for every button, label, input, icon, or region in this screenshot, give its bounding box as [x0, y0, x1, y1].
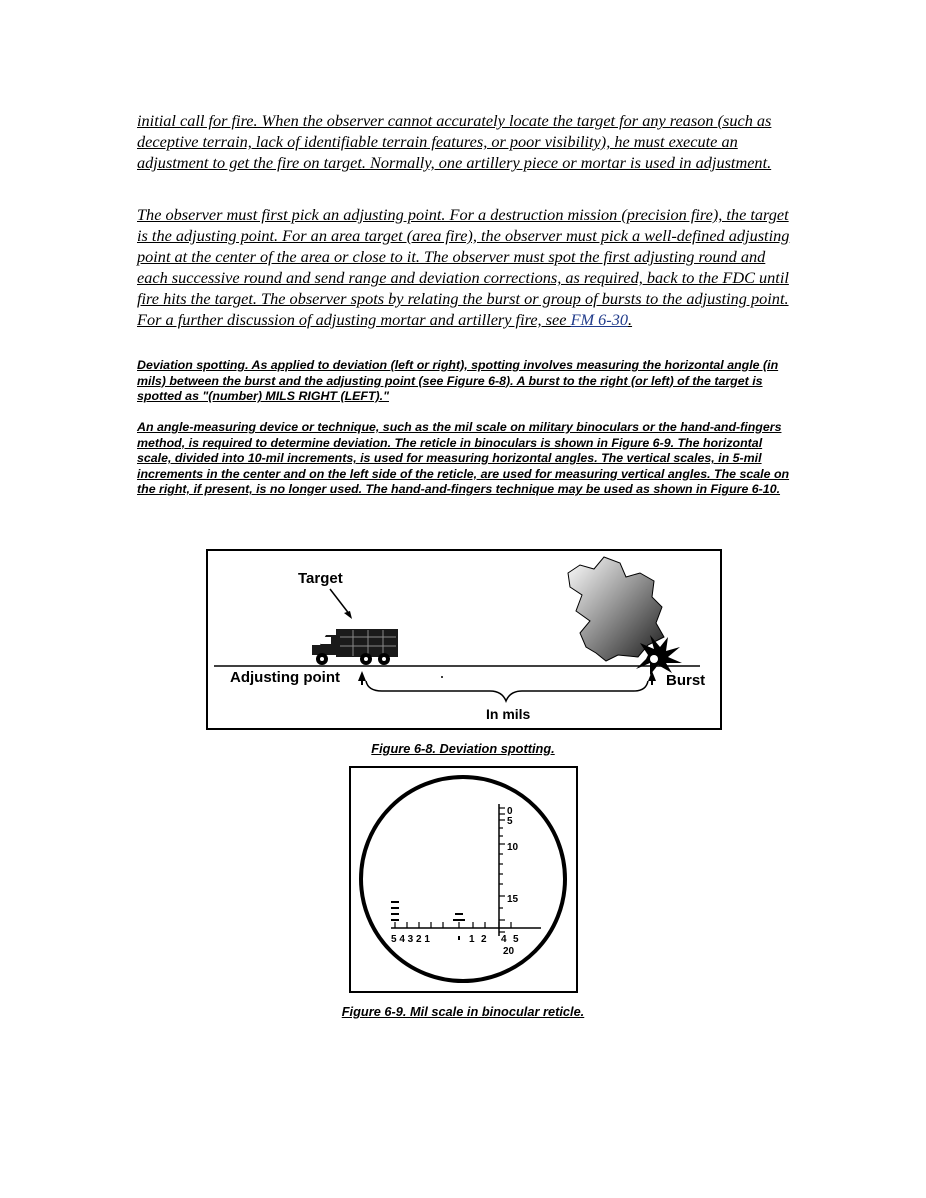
figure-6-9-caption: Figure 6-9. Mil scale in binocular reticle.	[341, 1004, 585, 1019]
paragraph-deviation-spotting: Deviation spotting. As applied to deviation (left or right), spotting involves measuring the horizontal angle (in mils) between the burst and the adjusting point (see Figure 6-8). A burst to the right (or left) of the target is spotted as "(number) MILS RIGHT (LEFT)."	[137, 358, 779, 404]
horizontal-label-2: 2	[481, 934, 487, 945]
paragraph-adjusting-point-end: .	[627, 310, 633, 329]
paragraph-adjustment-intro: initial call for fire. When the observer cannot accurately locate the target for any reason (such as deceptive terrain, lack of identifiable terrain features, or poor visibility), he must execute an adjustment to get the fire on target. Normally, one artillery piece or mortar is used in adjustment.	[137, 111, 772, 172]
vertical-label-5: 5	[507, 816, 513, 827]
horizontal-label-left: 5 4 3 2 1	[391, 934, 430, 945]
figure-6-8-deviation-spotting	[206, 549, 722, 730]
burst-label: Burst	[666, 672, 706, 689]
vertical-label-15: 15	[507, 894, 519, 905]
paragraph-adjusting-point	[137, 204, 792, 330]
truck-icon	[312, 629, 398, 665]
vertical-ticks	[499, 808, 505, 932]
vertical-label-10: 10	[507, 842, 519, 853]
adjusting-point-label: Adjusting point	[230, 669, 340, 686]
horizontal-label-1: 1	[469, 934, 475, 945]
fm-6-30-link[interactable]: FM 6-30	[570, 310, 628, 329]
target-arrow	[330, 589, 350, 615]
paragraph-angle-measuring: An angle-measuring device or technique, such as the mil scale on military binoculars or the hand-and-fingers method, is required to determine deviation. The reticle in binoculars is shown in Figure 6-9. The horizontal scale, divided into 10-mil increments, is used for measuring horizontal angles. The vertical scales, in 5-mil increments in the center and on the left side of the reticle, are used for measuring vertical angles. The scale on the right, if present, is no longer used. The hand-and-fingers technique may be used as shown in Figure 6-10.	[137, 420, 790, 497]
mils-brace	[366, 681, 648, 701]
left-vertical-scale	[391, 902, 399, 920]
burst-cloud-icon	[568, 557, 682, 675]
deviation-diagram	[208, 551, 720, 728]
vertical-label-20: 20	[503, 946, 515, 957]
target-label: Target	[298, 570, 343, 587]
reticle-circle	[361, 777, 565, 981]
in-mils-label: In mils	[486, 706, 531, 722]
horizontal-label-5: 5	[513, 934, 519, 945]
target-arrowhead	[344, 611, 352, 619]
figure-6-9-mil-scale	[349, 766, 578, 993]
horizontal-label-4: 4	[501, 934, 507, 945]
paragraph-adjusting-point-text: The observer must first pick an adjusting point. For a destruction mission (precision fire), the target is the adjusting point. For an area target (area fire), the observer must pick a well-defined adjusting point at the center of the area or close to it. The observer must spot the first adjusting round and each successive round and send range and deviation corrections, as required, back to the FDC until fire hits the target. The observer spots by relating the burst or group of bursts to the adjusting point. For a further discussion of adjusting mortar and artillery fire, see	[137, 205, 790, 329]
figure-6-8-caption: Figure 6-8. Deviation spotting.	[371, 741, 555, 756]
binocular-reticle	[351, 768, 576, 991]
horizontal-ticks	[395, 922, 511, 928]
vertical-label-0: 0	[507, 806, 513, 817]
